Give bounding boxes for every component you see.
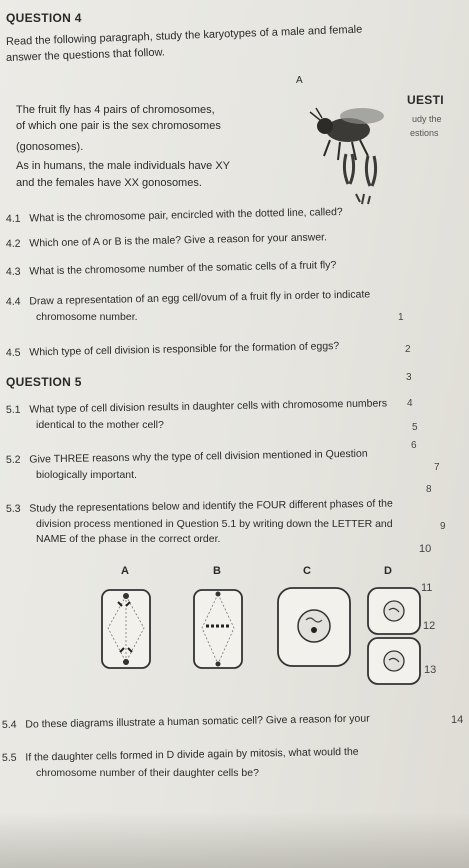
question-5-5-cont: chromosome number of their daughter cells be? bbox=[36, 767, 259, 779]
line-number: 14 bbox=[451, 714, 464, 726]
intro-line-2: answer the questions that follow. bbox=[5, 46, 166, 64]
question-4-5: 4.5 Which type of cell division is responsible for the formation of eggs? bbox=[5, 340, 340, 359]
line-number: 13 bbox=[424, 664, 437, 676]
question-5-1-cont: identical to the mother cell? bbox=[36, 419, 164, 431]
question-5-3-cont: NAME of the phase in the correct order. bbox=[36, 533, 221, 545]
para-line: (gonosomes). bbox=[16, 141, 84, 153]
question-4-4: 4.4 Draw a representation of an egg cell/ovum of a fruit fly in order to indicate bbox=[5, 288, 371, 308]
question-4-4-cont: chromosome number. bbox=[36, 311, 138, 323]
question-5-4: 5.4 Do these diagrams illustrate a human somatic cell? Give a reason for your bbox=[1, 712, 370, 731]
diagram-label-d: D bbox=[384, 565, 393, 577]
question-5-5: 5.5 If the daughter cells formed in D divide again by mitosis, what would the bbox=[1, 745, 359, 764]
line-number: 3 bbox=[406, 372, 412, 383]
diagram-label-a: A bbox=[121, 565, 130, 577]
intro-line-1: Read the following paragraph, study the karyotypes of a male and female bbox=[5, 23, 363, 48]
cell-diagram-b bbox=[192, 588, 244, 670]
line-number: 7 bbox=[434, 462, 440, 473]
question-4-2: 4.2 Which one of A or B is the male? Give a reason for your answer. bbox=[5, 231, 328, 250]
question-5-2: 5.2 Give THREE reasons why the type of cell division mentioned in Question bbox=[5, 447, 368, 466]
diagram-label-c: C bbox=[303, 565, 312, 577]
para-line: As in humans, the male individuals have XY bbox=[16, 160, 231, 172]
page-shadow bbox=[0, 812, 469, 868]
line-number: 9 bbox=[440, 521, 446, 532]
line-number: 8 bbox=[426, 484, 432, 495]
question-4-3: 4.3 What is the chromosome number of the somatic cells of a fruit fly? bbox=[5, 259, 337, 278]
line-number: 5 bbox=[412, 422, 418, 433]
question-5-title: QUESTION 5 bbox=[6, 375, 82, 389]
cell-diagram-c bbox=[276, 586, 352, 668]
karyotype-illustration bbox=[338, 150, 398, 210]
line-number: 4 bbox=[407, 398, 413, 409]
cutoff-question-title: UESTI bbox=[407, 93, 444, 107]
cutoff-text: udy the bbox=[412, 114, 442, 124]
line-number: 2 bbox=[405, 344, 411, 355]
diagram-label-b: B bbox=[213, 565, 222, 577]
question-5-2-cont: biologically important. bbox=[36, 469, 137, 481]
para-line: The fruit fly has 4 pairs of chromosomes, bbox=[16, 104, 215, 116]
question-4-title: QUESTION 4 bbox=[6, 11, 82, 25]
question-5-1: 5.1 What type of cell division results in daughter cells with chromosome numbers bbox=[5, 397, 388, 416]
line-number: 10 bbox=[419, 543, 432, 555]
para-line: of which one pair is the sex chromosomes bbox=[16, 120, 221, 132]
cell-diagram-a bbox=[100, 588, 152, 670]
line-number: 6 bbox=[411, 440, 417, 451]
figure-label-a: A bbox=[296, 75, 303, 86]
para-line: and the females have XX gonosomes. bbox=[16, 177, 202, 189]
question-5-3: 5.3 Study the representations below and identify the FOUR different phases of the bbox=[5, 497, 393, 515]
line-number: 1 bbox=[398, 312, 404, 323]
cutoff-text: estions bbox=[410, 128, 439, 138]
question-4-1: 4.1 What is the chromosome pair, encircled with the dotted line, called? bbox=[5, 205, 343, 225]
cell-diagram-d bbox=[366, 586, 422, 686]
question-5-3-cont: division process mentioned in Question 5.1 by writing down the LETTER and bbox=[36, 518, 393, 530]
line-number: 11 bbox=[421, 582, 433, 594]
line-number: 12 bbox=[423, 620, 436, 632]
